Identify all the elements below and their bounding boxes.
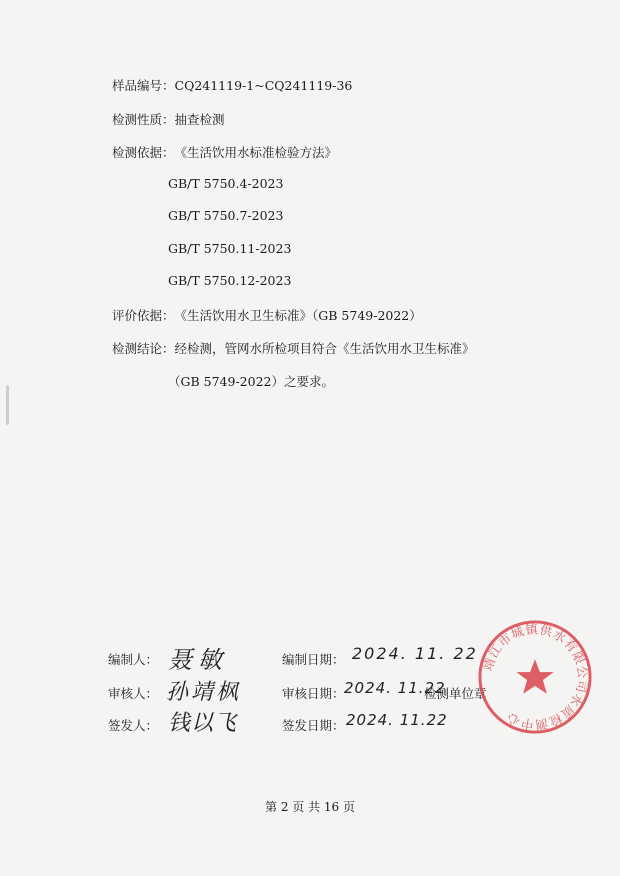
compiler-signature: 聂敏 bbox=[168, 646, 228, 674]
basis-value: 《生活饮用水标准检验方法》 bbox=[174, 145, 338, 160]
standard-item: GB/T 5750.7-2023 bbox=[168, 208, 284, 223]
basis-row bbox=[112, 143, 337, 161]
conclusion-row bbox=[112, 339, 475, 357]
seal-star-icon bbox=[516, 659, 553, 693]
page-footer: 第 2 页 共 16 页 bbox=[265, 800, 355, 814]
issue-date-label: 签发日期： bbox=[282, 718, 345, 733]
standard-item: GB/T 5750.11-2023 bbox=[168, 241, 292, 256]
conclusion-line1: 经检测，管网水所检项目符合《生活饮用水卫生标准》 bbox=[174, 341, 475, 356]
issue-date: 2024. 11.22 bbox=[346, 711, 448, 729]
reviewer-label: 审核人： bbox=[108, 686, 159, 701]
nature-row bbox=[112, 110, 225, 128]
conclusion-line2: （GB 5749-2022）之要求。 bbox=[168, 374, 334, 389]
eval-value: 《生活饮用水卫生标准》（GB 5749-2022） bbox=[174, 308, 422, 323]
standard-item: GB/T 5750.12-2023 bbox=[168, 273, 292, 288]
review-date-label: 审核日期： bbox=[282, 686, 345, 701]
compile-date: 2024. 11. 22 bbox=[352, 644, 478, 663]
eval-label: 评价依据： bbox=[112, 308, 175, 323]
sample-no-value: CQ241119-1~CQ241119-36 bbox=[174, 78, 353, 93]
reviewer-signature: 孙靖枫 bbox=[166, 680, 242, 705]
nature-label: 检测性质： bbox=[112, 112, 175, 127]
compile-date-label: 编制日期： bbox=[282, 652, 345, 667]
issuer-label: 签发人： bbox=[108, 718, 159, 733]
sample-no-row bbox=[112, 76, 352, 94]
scan-edge-mark bbox=[6, 385, 9, 425]
nature-value: 抽查检测 bbox=[174, 112, 225, 127]
conclusion-label: 检测结论： bbox=[112, 341, 175, 356]
basis-label: 检测依据： bbox=[112, 145, 175, 160]
standard-item: GB/T 5750.4-2023 bbox=[168, 176, 284, 191]
seal-text-path: 靖江市城镇供水有限公司水质检测中心 bbox=[480, 622, 590, 732]
compiler-label: 编制人： bbox=[108, 652, 159, 667]
review-date: 2024. 11.22 bbox=[344, 679, 446, 697]
issuer-signature: 钱以飞 bbox=[168, 711, 238, 736]
eval-row bbox=[112, 306, 422, 324]
official-seal bbox=[476, 618, 594, 736]
sample-no-label: 样品编号： bbox=[112, 78, 175, 93]
seal-label: 检测单位章 bbox=[424, 686, 487, 701]
